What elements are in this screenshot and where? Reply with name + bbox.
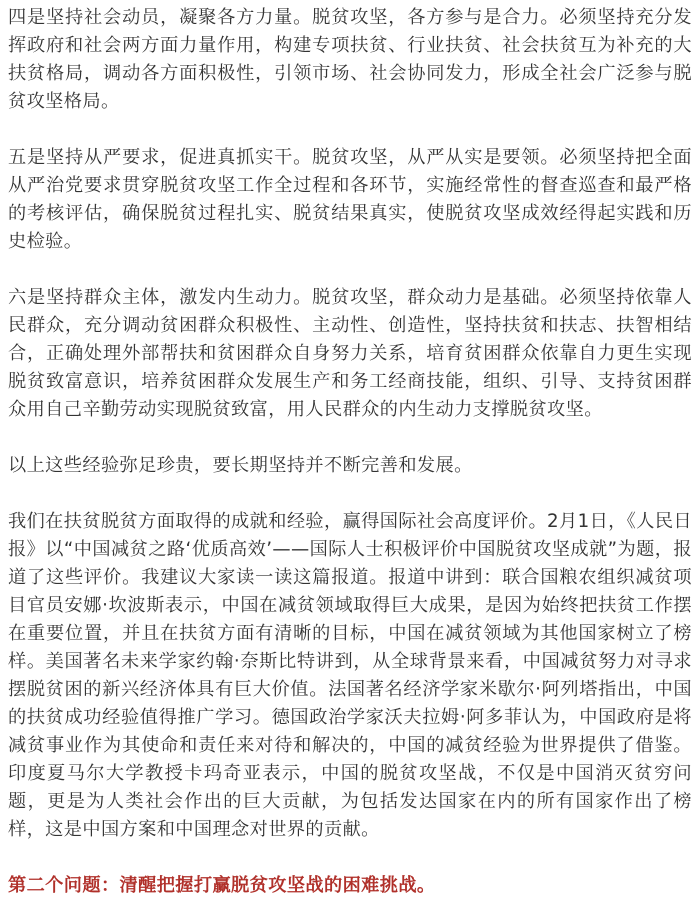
paragraph-spacer (8, 116, 692, 144)
paragraph-spacer (8, 256, 692, 284)
paragraph-spacer (8, 844, 692, 872)
paragraph-mass-subject: 六是坚持群众主体，激发内生动力。脱贫攻坚，群众动力是基础。必须坚持依靠人民群众，充分调动贫困群众积极性、主动性、创造性，坚持扶贫和扶志、扶智相结合，正确处理外部帮扶和贫困群众自身努力关系，培育贫困群众依靠自力更生实现脱贫致富意识，培养贫困群众发展生产和务工经商技能，组织、引导、支持贫困群众用自己辛勤劳动实现脱贫致富，用人民群众的内生动力支撑脱贫攻坚。 (8, 287, 692, 420)
paragraph-social-mobilization: 四是坚持社会动员，凝聚各方力量。脱贫攻坚，各方参与是合力。必须坚持充分发挥政府和社会两方面力量作用，构建专项扶贫、行业扶贫、社会扶贫互为补充的大扶贫格局，调动各方面积极性，引领市场、社会协同发力，形成全社会广泛参与脱贫攻坚格局。 (8, 7, 692, 112)
section-heading: 第二个问题：清醒把握打赢脱贫攻坚战的困难挑战。 (8, 875, 436, 896)
paragraph-experience-summary: 以上这些经验弥足珍贵，要长期坚持并不断完善和发展。 (8, 455, 473, 476)
paragraph-strict-requirements: 五是坚持从严要求，促进真抓实干。脱贫攻坚，从严从实是要领。必须坚持把全面从严治党要求贯穿脱贫攻坚工作全过程和各环节，实施经常性的督查巡查和最严格的考核评估，确保脱贫过程扎实、脱贫结果真实，使脱贫攻坚成效经得起实践和历史检验。 (8, 147, 692, 252)
article-body (8, 4, 692, 900)
paragraph-spacer (8, 480, 692, 508)
paragraph-international-evaluation: 我们在扶贫脱贫方面取得的成就和经验，赢得国际社会高度评价。2月1日，《人民日报》以“中国减贫之路‘优质高效’——国际人士积极评价中国脱贫攻坚成就”为题，报道了这些评价。我建议大家读一读这篇报道。报道中讲到：联合国粮农组织减贫项目官员安娜·坎波斯表示，中国在减贫领域取得巨大成果，是因为始终把扶贫工作摆在重要位置，并且在扶贫方面有清晰的目标，中国在减贫领域为其他国家树立了榜样。美国著名未来学家约翰·奈斯比特讲到，从全球背景来看，中国减贫努力对寻求摆脱贫困的新兴经济体具有巨大价值。法国著名经济学家米歇尔·阿列塔指出，中国的扶贫成功经验值得推广学习。德国政治学家沃夫拉姆·阿多菲认为，中国政府是将减贫事业作为其使命和责任来对待和解决的，中国的减贫经验为世界提供了借鉴。印度夏马尔大学教授卡玛奇亚表示，中国的脱贫攻坚战，不仅是中国消灭贫穷问题，更是为人类社会作出的巨大贡献，为包括发达国家在内的所有国家作出了榜样，这是中国方案和中国理念对世界的贡献。 (8, 511, 692, 840)
paragraph-spacer (8, 424, 692, 452)
